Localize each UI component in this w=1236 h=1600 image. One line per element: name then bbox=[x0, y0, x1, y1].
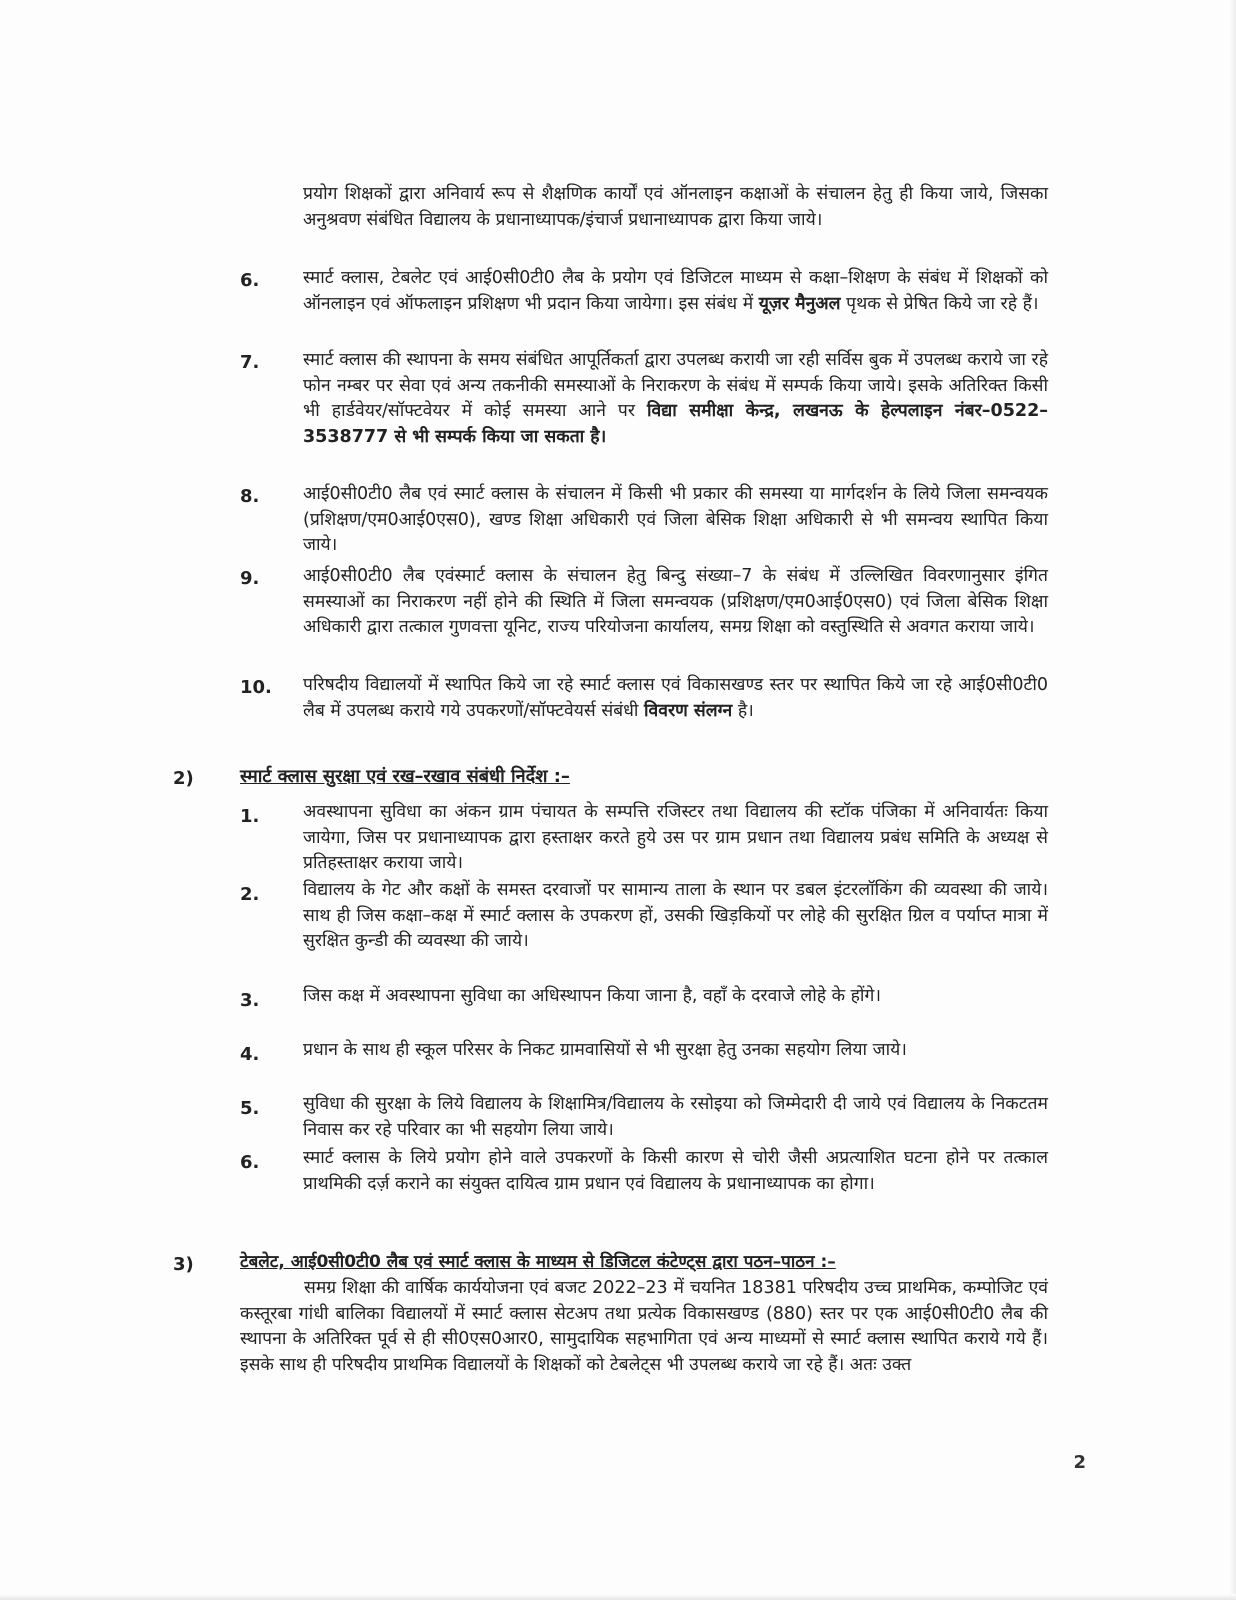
list-item: विद्यालय के गेट और कक्षों के समस्त दरवाजों पर सामान्य ताला के स्थान पर डबल इंटरलॉकिंग की व्यवस्था की जाये। साथ ही जिस कक्षा–कक्ष में स्मार्ट क्लास के उपकरण हों, उसकी खिड़कियों पर लोहे की सुरक्षित ग्रिल व पर्याप्त मात्रा में सुरक्षित कुन्डी की व्यवस्था की जाये। bbox=[303, 880, 1048, 951]
item-text: परिषदीय विद्यालयों में स्थापित किये जा रहे स्मार्ट क्लास एवं विकासखण्ड स्तर पर स्थापित किये जा रहे आई0सी0टी0 लैब में उपलब्ध कराये गये उपकरणों/सॉफ्टवेयर्स संबंधी bbox=[303, 675, 1048, 721]
item-text: पृथक से प्रेषित किये जा रहे हैं। bbox=[840, 293, 1039, 314]
item-number: 4. bbox=[240, 1044, 260, 1065]
scan-edge bbox=[1228, 0, 1236, 1600]
list-item: प्रधान के साथ ही स्कूल परिसर के निकट ग्रामवासियों से भी सुरक्षा हेतु उनका सहयोग लिया जाये। bbox=[303, 1040, 907, 1060]
item-number: 10. bbox=[240, 677, 272, 698]
section-number: 3) bbox=[173, 1254, 194, 1275]
item-text: आई0सी0टी0 लैब एवं स्मार्ट क्लास के संचालन में किसी भी प्रकार की समस्या या मार्गदर्शन के लिये जिला समन्वयक (प्रशिक्षण/एम0आई0एस0), खण्ड शिक्षा अधिकारी एवं जिला बेसिक शिक्षा अधिकारी से भी समन्वय स्थापित किया जाये। bbox=[303, 484, 1048, 555]
item-text: है। bbox=[732, 700, 754, 721]
scan-bottom-edge bbox=[0, 1594, 1236, 1600]
list-item bbox=[303, 564, 1048, 641]
item-number: 2. bbox=[240, 884, 260, 905]
intro-paragraph: प्रयोग शिक्षकों द्वारा अनिवार्य रूप से शैक्षणिक कार्यों एवं ऑनलाइन कक्षाओं के संचालन हेतु ही किया जाये, जिसका अनुश्रवण संबंधित विद्यालय के प्रधानाध्यापक/इंचार्ज प्रधानाध्यापक द्वारा किया जाये। bbox=[303, 184, 1048, 230]
list-item bbox=[303, 673, 1048, 724]
item-text: स्मार्ट क्लास की स्थापना के समय संबंधित आपूर्तिकर्ता द्वारा उपलब्ध करायी जा रही सर्विस बुक में उपलब्ध कराये जा रहे फोन नम्बर पर सेवा एवं अन्य तकनीकी समस्याओं के निराकरण के संबंध में सम्पर्क किया जाये। इसके अतिरिक्त किसी भी हार्डवेयर/सॉफ्टवेयर में कोई समस्या आने पर bbox=[303, 350, 1048, 421]
list-item: अवस्थापना सुविधा का अंकन ग्राम पंचायत के सम्पत्ति रजिस्टर तथा विद्यालय की स्टॉक पंजिका में अनिवार्यतः किया जायेगा, जिस पर प्रधानाध्यापक द्वारा हस्ताक्षर करते हुये उस पर ग्राम प्रधान तथा विद्यालय प्रबंध समिति के अध्यक्ष से प्रतिहस्ताक्षर कराया जाये। bbox=[303, 802, 1048, 873]
item-number: 9. bbox=[240, 568, 260, 589]
list-item: जिस कक्ष में अवस्थापना सुविधा का अधिस्थापन किया जाना है, वहाँ के दरवाजे लोहे के होंगे। bbox=[303, 986, 881, 1006]
item-bold-text: विद्या समीक्षा केन्द्र, लखनऊ के हेल्पलाइन नंबर–0522–3538777 से भी सम्पर्क किया जा सकता है। bbox=[303, 401, 1049, 447]
item-number: 6. bbox=[240, 1152, 260, 1173]
list-item bbox=[303, 348, 1048, 450]
item-number: 8. bbox=[240, 486, 260, 507]
item-number: 6. bbox=[240, 270, 260, 291]
section-heading: टेबलेट, आई0सी0टी0 लैब एवं स्मार्ट क्लास के माध्यम से डिजिटल कंटेण्ट्स द्वारा पठन–पाठन :– bbox=[240, 1252, 836, 1272]
list-item bbox=[303, 482, 1048, 559]
section-paragraph: समग्र शिक्षा की वार्षिक कार्ययोजना एवं बजट 2022–23 में चयनित 18381 परिषदीय उच्च प्राथमिक, कम्पोजिट एवं कस्तूरबा गांधी बालिका विद्यालयों में स्मार्ट क्लास सेटअप तथा प्रत्येक विकासखण्ड (880) स्तर पर एक आई0सी0टी0 लैब की स्थापना के अतिरिक्त पूर्व से ही सी0एस0आर0, सामुदायिक सहभागिता एवं अन्य माध्यमों से स्मार्ट क्लास स्थापित कराये गये हैं। इसके साथ ही परिषदीय प्राथमिक विद्यालयों के शिक्षकों को टेबलेट्स भी उपलब्ध कराये जा रहे हैं। अतः उक्त bbox=[240, 1278, 1048, 1375]
item-number: 3. bbox=[240, 990, 260, 1011]
item-text: स्मार्ट क्लास, टेबलेट एवं आई0सी0टी0 लैब के प्रयोग एवं डिजिटल माध्यम से कक्षा–शिक्षण के संबंध में शिक्षकों को ऑनलाइन एवं ऑफलाइन प्रशिक्षण भी प्रदान किया जायेगा। इस संबंध में bbox=[303, 268, 1048, 314]
item-text: आई0सी0टी0 लैब एवंस्मार्ट क्लास के संचालन हेतु बिन्दु संख्या–7 के संबंध में उल्लिखित विवरणानुसार इंगित समस्याओं का निराकरण नहीं होने की स्थिति में जिला समन्वयक (प्रशिक्षण/एम0आई0एस0) एवं जिला बेसिक शिक्षा अधिकारी द्वारा तत्काल गुणवत्ता यूनिट, राज्य परियोजना कार्यालय, समग्र शिक्षा को वस्तुस्थिति से अवगत कराया जाये। bbox=[303, 566, 1048, 637]
item-number: 5. bbox=[240, 1098, 260, 1119]
section-heading: स्मार्ट क्लास सुरक्षा एवं रख–रखाव संबंधी निर्देश :– bbox=[240, 766, 570, 787]
list-item: सुविधा की सुरक्षा के लिये विद्यालय के शिक्षामित्र/विद्यालय के रसोइया को जिम्मेदारी दी जाये एवं विद्यालय के निकटतम निवास कर रहे परिवार का भी सहयोग लिया जाये। bbox=[303, 1094, 1048, 1140]
list-item bbox=[303, 266, 1048, 317]
item-number: 1. bbox=[240, 806, 260, 827]
item-number: 7. bbox=[240, 352, 260, 373]
page-number: 2 bbox=[1073, 1452, 1086, 1473]
section-number: 2) bbox=[173, 768, 194, 789]
item-bold-text: यूज़र मैनुअल bbox=[758, 293, 841, 314]
item-bold-text: विवरण संलग्न bbox=[644, 700, 733, 721]
list-item: स्मार्ट क्लास के लिये प्रयोग होने वाले उपकरणों के किसी कारण से चोरी जैसी अप्रत्याशित घटना होने पर तत्काल प्राथमिकी दर्ज़ कराने का संयुक्त दायित्व ग्राम प्रधान एवं विद्यालय के प्रधानाध्यापक का होगा। bbox=[303, 1148, 1048, 1194]
